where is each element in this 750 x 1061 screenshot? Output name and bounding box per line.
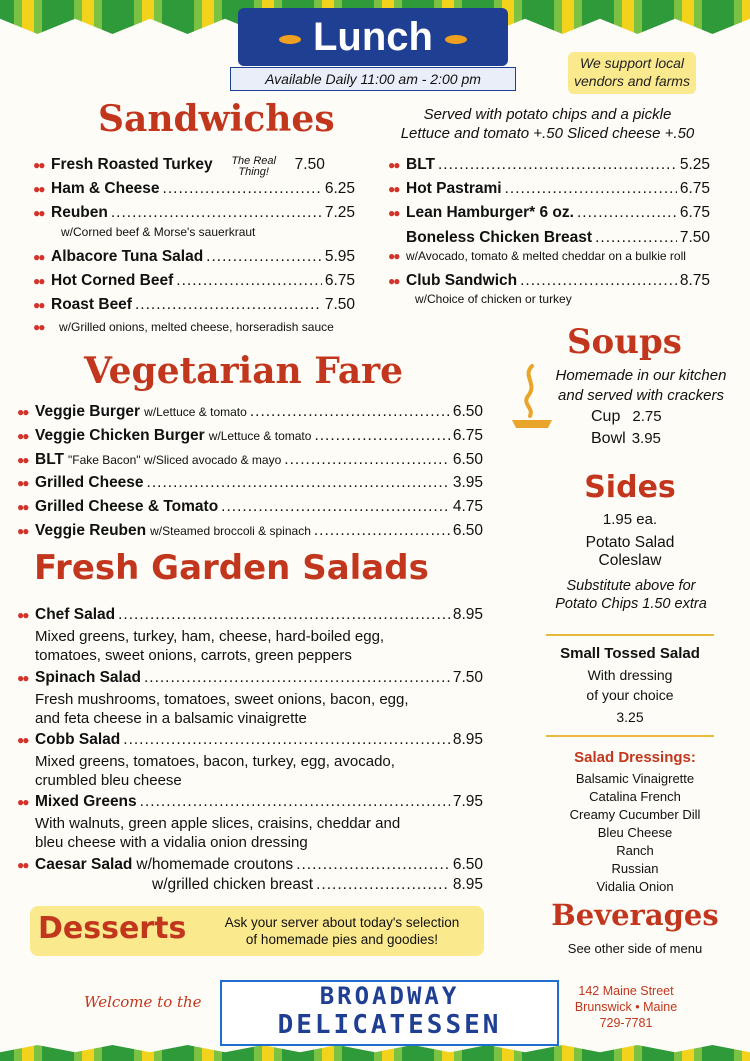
menu-item: ●● Grilled Cheese & Tomato ..... 4.75	[17, 498, 483, 516]
menu-item: ●● Veggie Burger w/Lettuce & tomato ..... 6.50	[17, 403, 483, 421]
menu-item: ●● Club Sandwich ..... 8.75	[388, 272, 710, 290]
item-note: ●● w/Grilled onions, melted cheese, horseradish sauce	[33, 320, 334, 334]
item-description: Mixed greens, turkey, ham, cheese, hard-boiled egg, tomatoes, sweet onions, carrots, green peppers	[35, 628, 385, 664]
welcome-text: Welcome to the	[84, 993, 202, 1011]
sides-list: Potato Salad Coleslaw	[585, 534, 675, 569]
salads-heading: Fresh Garden Salads	[34, 548, 429, 588]
tossed-salad-description: With dressing of your choice	[586, 667, 674, 703]
item-note: w/Corned beef & Morse's sauerkraut	[61, 225, 256, 239]
tossed-salad-price: 3.25	[616, 709, 644, 725]
decorative-border-bottom	[0, 1045, 750, 1061]
menu-item: ●● Veggie Chicken Burger w/Lettuce & tomato ..... 6.75	[17, 427, 483, 445]
local-vendors-note: We support local vendors and farms	[568, 52, 696, 94]
menu-item: ●● Roast Beef ..... 7.50	[33, 296, 355, 314]
logo-line-1: BROADWAY	[319, 982, 460, 1010]
menu-item: ●● Fresh Roasted Turkey The Real Thing! 7.50	[33, 155, 325, 178]
logo-line-2: DELICATESSEN	[277, 1010, 502, 1040]
item-description: With walnuts, green apple slices, craisins, cheddar and bleu cheese with a vidalia onion dressing	[35, 815, 401, 851]
menu-item: ●● Reuben ..... 7.25	[33, 204, 355, 222]
menu-item: ●● Grilled Cheese ..... 3.95	[17, 474, 483, 492]
menu-item: ●● Lean Hamburger* 6 oz. ..... 6.75	[388, 204, 710, 222]
menu-item: ●● Cobb Salad ..... 8.95	[17, 731, 483, 749]
menu-item: ●● Hot Corned Beef ..... 6.75	[33, 272, 355, 290]
address: 142 Maine Street Brunswick • Maine 729-7781	[574, 984, 678, 1030]
lunch-title-banner	[238, 8, 508, 66]
desserts-heading: Desserts	[38, 911, 187, 946]
menu-item: ●● BLT ..... 5.25	[388, 156, 710, 174]
menu-item: ●● BLT "Fake Bacon" w/Sliced avocado & mayo ..... 6.50	[17, 451, 483, 469]
item-note: ●● w/Avocado, tomato & melted cheddar on a bulkie roll	[388, 249, 686, 263]
item-note: w/Choice of chicken or turkey	[415, 292, 572, 306]
page-title: Lunch	[313, 15, 433, 59]
beverages-heading: Beverages	[551, 898, 719, 932]
soup-cup: Cup 2.75	[591, 408, 662, 425]
hours-banner: Available Daily 11:00 am - 2:00 pm	[230, 67, 516, 91]
sandwiches-heading: Sandwiches	[98, 98, 335, 140]
menu-item: ●● Caesar Salad w/homemade croutons ..... 6.50	[17, 856, 483, 874]
desserts-text: Ask your server about today's selection of homemade pies and goodies!	[224, 915, 460, 947]
desserts-banner	[30, 906, 484, 956]
menu-item-option: w/grilled chicken breast ..... 8.95	[152, 876, 483, 894]
list-item: Creamy Cucumber Dill	[569, 807, 701, 822]
sides-price: 1.95 ea.	[602, 511, 658, 528]
item-description: Mixed greens, tomatoes, bacon, turkey, egg, avocado, crumbled bleu cheese	[35, 753, 395, 789]
sides-heading: Sides	[584, 470, 676, 505]
menu-item: ●● Mixed Greens ..... 7.95	[17, 793, 483, 811]
menu-item: ●● Chef Salad ..... 8.95	[17, 606, 483, 624]
list-item: Balsamic Vinaigrette	[575, 771, 695, 786]
soups-description: Homemade in our kitchen and served with crackers	[555, 367, 727, 404]
menu-item: ●● Spinach Salad ..... 7.50	[17, 669, 483, 687]
menu-item: ●● Ham & Cheese ..... 6.25	[33, 180, 355, 198]
dressings-list	[540, 770, 730, 896]
menu-item: ●● Hot Pastrami ..... 6.75	[388, 180, 710, 198]
soups-heading: Soups	[567, 322, 682, 362]
list-item: Ranch	[616, 843, 654, 858]
tossed-salad-title: Small Tossed Salad	[560, 645, 700, 662]
sides-substitute: Substitute above for Potato Chips 1.50 extra	[555, 578, 707, 612]
sandwiches-intro-1: Served with potato chips and a pickle	[423, 106, 672, 123]
vegetarian-heading: Vegetarian Fare	[84, 350, 404, 392]
broadway-delicatessen-logo	[220, 980, 559, 1046]
list-item: Bleu Cheese	[597, 825, 673, 840]
real-thing-note: The Real Thing!	[231, 155, 276, 178]
list-item: Vidalia Onion	[596, 879, 674, 894]
sandwiches-intro-2: Lettuce and tomato +.50 Sliced cheese +.50	[400, 125, 695, 142]
menu-item: ●● Albacore Tuna Salad ..... 5.95	[33, 248, 355, 266]
soup-bowl: Bowl 3.95	[591, 430, 661, 447]
divider	[546, 735, 714, 737]
dressings-heading: Salad Dressings:	[574, 749, 696, 766]
beverages-note: See other side of menu	[567, 941, 703, 956]
item-description: Fresh mushrooms, tomatoes, sweet onions, bacon, egg, and feta cheese in a balsamic vinaigrette	[35, 691, 409, 727]
menu-item: ●● Veggie Reuben w/Steamed broccoli & spinach ..... 6.50	[17, 522, 483, 540]
list-item: Catalina French	[589, 789, 681, 804]
menu-item: Boneless Chicken Breast ..... 7.50	[406, 229, 710, 247]
divider	[546, 634, 714, 636]
list-item: Russian	[611, 861, 659, 876]
